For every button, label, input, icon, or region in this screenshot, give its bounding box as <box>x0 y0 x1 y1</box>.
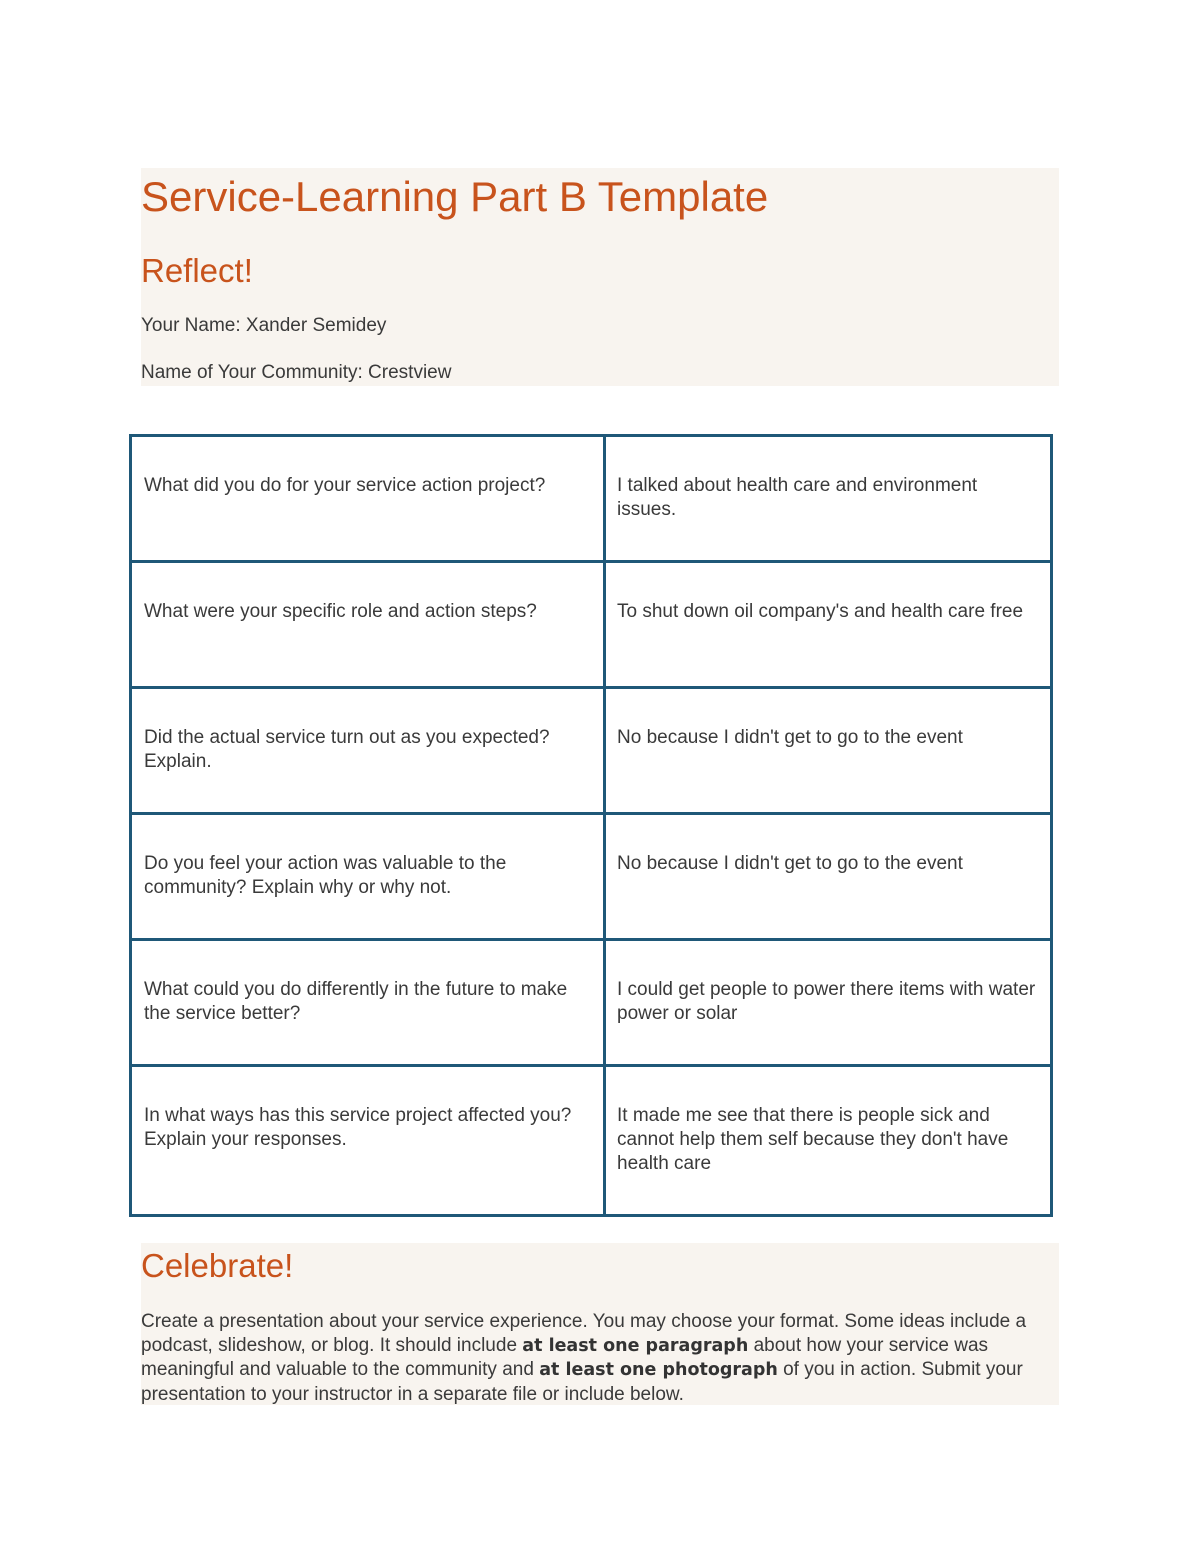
question-cell: What did you do for your service action project? <box>131 436 605 562</box>
table-row <box>131 1066 1052 1216</box>
page-title: Service-Learning Part B Template <box>141 173 769 220</box>
celebrate-block <box>141 1243 1059 1405</box>
answer-cell: I talked about health care and environment issues. <box>605 436 1052 562</box>
table-row <box>131 688 1052 814</box>
name-label: Your Name: <box>141 315 241 336</box>
emphasis-paragraph: at least one paragraph <box>522 1335 749 1356</box>
answer-cell: To shut down oil company's and health care free <box>605 562 1052 688</box>
answer-cell: No because I didn't get to go to the event <box>605 688 1052 814</box>
celebrate-heading: Celebrate! <box>141 1247 294 1284</box>
answer-cell: I could get people to power there items with water power or solar <box>605 940 1052 1066</box>
reflect-heading: Reflect! <box>141 252 253 289</box>
table-row <box>131 562 1052 688</box>
community-line <box>141 362 451 384</box>
answer-cell: It made me see that there is people sick and cannot help them self because they don't have health care <box>605 1066 1052 1216</box>
instructions-text: about how your service was meaningful and valuable to the community and <box>141 1334 989 1380</box>
celebrate-instructions <box>141 1310 1046 1406</box>
question-cell: What could you do differently in the future to make the service better? <box>131 940 605 1066</box>
table-row <box>131 436 1052 562</box>
instructions-text: Create a presentation about your service experience. You may choose your format. Some ideas include a podcast, slideshow, or blog. It should include <box>141 1311 1027 1356</box>
header-block <box>141 168 1059 386</box>
table-row <box>131 814 1052 940</box>
question-cell: In what ways has this service project affected you? Explain your responses. <box>131 1066 605 1216</box>
question-cell: Do you feel your action was valuable to the community? Explain why or why not. <box>131 814 605 940</box>
reflection-table <box>129 434 1053 1217</box>
table-row <box>131 940 1052 1066</box>
emphasis-photograph: at least one photograph <box>539 1360 778 1380</box>
instructions-text: of you in action. Submit your presentation to your instructor in a separate file or include below. <box>141 1359 1023 1405</box>
community-value: Crestview <box>368 362 452 383</box>
question-cell: Did the actual service turn out as you expected? Explain. <box>131 688 605 814</box>
answer-cell: No because I didn't get to go to the event <box>605 814 1052 940</box>
name-value: Xander Semidey <box>245 315 387 336</box>
name-line <box>141 315 386 337</box>
question-cell: What were your specific role and action steps? <box>131 562 605 688</box>
community-label: Name of Your Community: <box>141 362 363 383</box>
